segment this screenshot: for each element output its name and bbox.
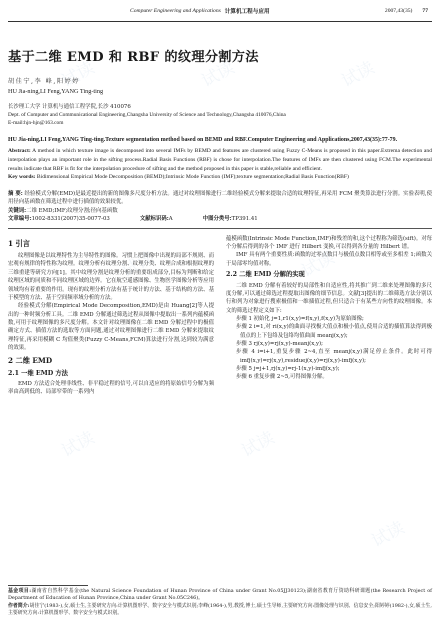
keywords-cn xyxy=(8,207,432,216)
article-meta xyxy=(8,215,432,224)
watermark: 试读 xyxy=(58,57,98,92)
fund-note xyxy=(8,588,432,603)
page-number: 77 xyxy=(422,7,428,14)
watermark: 试读 xyxy=(58,427,98,462)
abstract-cn-text: 经验模式分解(EMD)是最近提出的新的图像多尺度分析方法。通过对纹理图像进行二维经验模式分解来提取合适的纹理特征,再采用 FCM 聚类算法进行分割。实验表明,使用径向基函数在筛选过程中进行插值的效果较优。 xyxy=(8,190,432,206)
keywords-cn-label: 关键词: xyxy=(8,207,27,214)
header-rule xyxy=(8,21,432,22)
abstract-cn xyxy=(8,190,432,207)
keywords-en-text: Bidimensional Empirical Mode Decomposition (BEMD);Intrinsic Mode Function (IMF);texture segmentation;Radial Basis Function(RBF) xyxy=(36,174,349,181)
authors-cn: 胡佳宁,李 峰,阳婷婷 xyxy=(8,78,80,85)
section-2-title: 2 二维 EMD xyxy=(8,356,53,366)
watermark: 试读 xyxy=(118,247,158,282)
sift-step-3: 步骤 3 rj(x,y)=rj(x,y)-meanj(x,y); xyxy=(236,340,323,347)
doi-field xyxy=(8,215,110,224)
author-note-label: 作者简介: xyxy=(8,602,30,609)
clc-field xyxy=(203,215,258,224)
footnote-rule xyxy=(8,585,88,586)
footnotes xyxy=(8,588,432,618)
abstract-en-label: Abstract: xyxy=(8,148,31,155)
section-1-paragraph-1: 纹理图像是以纹理特性为主导特性的图像。习惯上把图像中出现的局部不规则、而宏观有规律的特性称为纹理。纹理分析有纹理分割、纹理分类、纹理合成和根据纹理的三维重建等研究方向[1]。其中纹理分割是纹理分析的重要组成部分,目标为判断和给定纹理区域的同质和不同纹理区域的边界。它在航空遥感图像、生物医学图像分析等应用领域均有着重要的作用。现有的纹理分析方法有基于统计的方法、基于结构的方法、基于模型的方法、基于空间频率域分析的方法。 xyxy=(8,253,214,301)
sift-step-2: 步骤 2 i=1,对 ri(x,y)的曲面寻找极大值点和极小值点,使用合适的插值算法得到极值点的上下包络及包络均值曲面 meanj(x,y); xyxy=(236,324,432,339)
watermark: 试读 xyxy=(368,517,408,552)
doc-code-field xyxy=(140,215,173,224)
fund-label: 基金项目: xyxy=(8,588,32,594)
right-paragraph-1: 蕴模函数(Intrinsic Mode Function,IMF)和残差的和,这个过程称为筛选(sift)。对每个分解后得到的各个 IMF 进行 Hilbert 变换,可以得到各分量的 Hilbert 谱。 xyxy=(226,235,432,251)
sift-step-5: 步骤 5 j=j+1,rj(x,y)=rj-1(x,y)-imfj(x,y); xyxy=(236,365,340,372)
section-2-1-title: 2.1 一维 EMD 方法 xyxy=(8,369,68,377)
author-note xyxy=(8,603,432,618)
sift-step-4: 步骤 4 i=i+1,重复步骤 2~4,直至 meanj(x,y)满足停止条件。此时可得 imfj(x,y)=rj(x,y),residuej(x,y)=rj(x,y)-imfj(x,y); xyxy=(236,349,432,364)
article-body xyxy=(8,30,432,397)
sift-step-6: 步骤 6 重复步骤 2~5,可得图像分解。 xyxy=(236,374,328,381)
section-1-title: 1 引言 xyxy=(8,238,30,248)
affiliation-cn: 长沙理工大学 计算机与通信工程学院,长沙 410076 xyxy=(8,104,131,110)
keywords-en-label: Key words: xyxy=(8,174,36,181)
affiliation-en: Dept. of Computer and Communicational Engineering,Changsha University of Science and Technology,Changsha 410076,China xyxy=(8,112,286,119)
clc-value: TP391.41 xyxy=(231,216,258,223)
clc-label: 中图分类号: xyxy=(202,216,232,223)
watermark: 试读 xyxy=(338,57,378,92)
author-note-text: 胡佳宁(1983-),女,硕士生,主要研究方向:计算机图形学、数字安全与模式识别;李峰(1964-),男,教授,博士,硕士生导师,主要研究方向:图像处理与识别、信息安全;阳婷婷(1982-),女,硕士生,主要研究方向:计算机图形学、数字安全与模式识别。 xyxy=(8,602,432,617)
author-email: E-mail:hjn-hjn@163.com xyxy=(8,120,64,127)
abstract-rule xyxy=(8,228,432,229)
watermark: 试读 xyxy=(198,57,238,92)
section-2-1-paragraph-1: EMD 方法适合处理非线性、非平稳过程的信号,可以自适应的将原始信号分解为频率由高到低的、局部窄带的一系列内 xyxy=(8,380,214,396)
doi-label: 文章编号: xyxy=(8,216,32,223)
doc-code-value: A xyxy=(168,216,173,223)
journal-name-cn: 计算机工程与应用 xyxy=(224,8,270,15)
right-column xyxy=(226,235,432,397)
authors-en: HU Jia-ning,LI Feng,YANG Ting-ting xyxy=(8,88,104,95)
article-title: 基于二维 EMD 和 RBF 的纹理分割方法 xyxy=(8,50,259,65)
section-1-paragraph-2: 经验模式分解(Empirical Mode Decomposition,EMD)是由 Huang[2]等人提出的一种时频分析工具。二维 EMD 分解通过筛选过程从图像中提取出一系列内蕴模函数,可用于纹理图像的多尺度分解。本文针对纹理图像在二维 EMD 分解过程中的极值确定方式、插值方法的选取等方面问题,通过对纹理图像进行二维 EMD 分解来提取纹理特征,再采用模糊 C 均值聚类(Fuzzy C-Means,FCM)算法进行分割,达到较为满意的效果。 xyxy=(8,303,214,351)
section-2-2-title: 2.2 二维 EMD 分解的实现 xyxy=(226,271,305,279)
abstract-en-text: A method in which texture image is decomposed into several IMFs by BEMD and features are clustered using Fuzzy C-Means is proposed in this paper.Extrema detection and interpolation plays an important role in the sifting process.Radial Basis Functions (RBF) is chose for interpolation.The features of IMFs are then clustered using FCM.The experimental results indicate that RBF is fit for the interpolation procedure of sifting and the method proposed in this paper is stable,reliable and efficient. xyxy=(8,148,432,172)
watermark: 试读 xyxy=(298,247,338,282)
citation: HU Jia-ning,LI Feng,YANG Ting-ting.Texture segmentation method based on BEMD and RBF.Computer Engineering and Applications,2007,43(35):77-79. xyxy=(8,136,398,143)
keywords-en xyxy=(8,173,432,182)
fund-text: 湖南省自然科学基金(the Natural Science Foundation of Hunan Province of China under Grant No.05JJ30123);湖南省教育厅资助科研课题(the Research Project of Department of Education of Hunan Province,China under Grant No.05C246)。 xyxy=(8,588,432,602)
sift-step-1: 步骤 1 初始化 j=1,r1(x,y)=f(x,y),f(x,y)为原始图像; xyxy=(236,315,364,322)
running-header xyxy=(0,0,440,21)
abstract-cn-label: 摘 要: xyxy=(8,190,23,197)
journal-name-en: Computer Engineering and Applications xyxy=(130,7,221,14)
section-2-2-paragraph-1: 二维 EMD 分解有着较好的局部性和自适应性,将其推广到二维来处理图像的多尺度分解,可以通过筛选过程提取出图像的细节信息。文献[3]提出的二维筛选方法分别以行和列为对象进行搜索极值和一维插值过程,但只适合于有某些方向性的纹理图像。本文的筛选过程定义如下: xyxy=(226,282,432,314)
two-column-body xyxy=(8,235,432,397)
keywords-cn-text: 二维 EMD;IMF;纹理分割;径向基函数 xyxy=(26,207,118,214)
doc-code-label: 文献标识码: xyxy=(139,216,169,223)
watermark: 试读 xyxy=(238,427,278,462)
issue-info: 2007,43(35) xyxy=(384,7,413,14)
abstract-en xyxy=(8,147,432,173)
right-paragraph-2: IMF 具有两个重要性质:函数的过零点数目与极值点数目相等或至多相差 1;函数关于局部零均值对称。 xyxy=(226,252,432,267)
left-column xyxy=(8,235,214,397)
doi-value: 1002-8331(2007)35-0077-03 xyxy=(31,216,110,223)
